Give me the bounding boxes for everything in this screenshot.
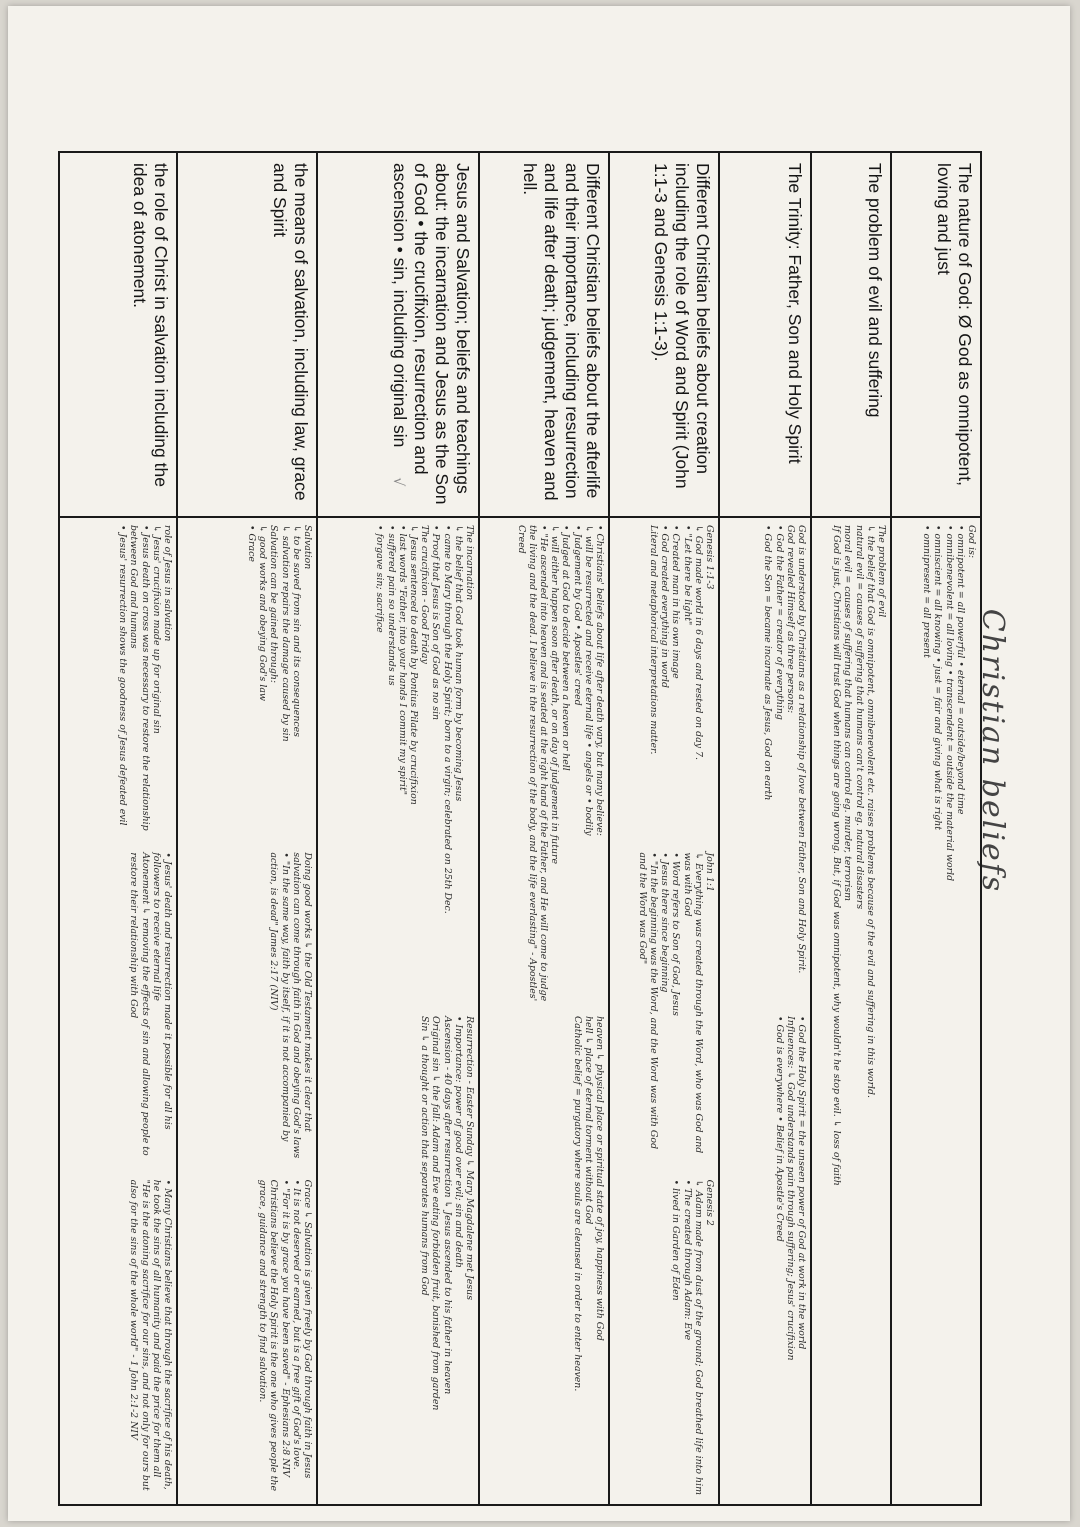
topic-cell: Different Christian beliefs about the afterlife and their importance, including resurrection and life after death; judgement, heaven and hell.: [479, 152, 609, 517]
topic-cell: Different Christian beliefs about creation including the role of Word and Spirit (John 1:1-3 and Genesis 1:1-3).: [609, 152, 719, 517]
notes-cell: The incarnation ↳ the belief that God took human form by becoming Jesus • came to Mary through the Holy Spirit; born to a virgin; celebrated on 25th Dec. • Proof that Jesus is Son of God as no sin The crucifixion - Good Friday ↳ Jesus sentenced to death by Pontius Pilate by crucifixion • last words "Father, into your hands I commit my spirit" • suffered pain so understands us • forgave sin; sacrifice Resurrection - Easter Sunday ↳ Mary Magdalene met Jesus • Importance: power of good over evil; sin and death Ascension - 40 days after resurrection ↳ Jesus ascended to his father in heaven Original sin ↳ the fall: Adam and Eve eating forbidden fruit, banished from garden Sin ↳ a thought or action that separates humans from God: [317, 517, 479, 1505]
table-row: [719, 152, 811, 1505]
table-row: [811, 152, 891, 1505]
table-row: [479, 152, 609, 1505]
notes-cell: Genesis 1:1-3 ↳ God made world in 6 days and rested on day 7. • "Let there be light" • Created man in his own image • God created everything in world Literal and metaphorical interpretations matter. John 1:1 ↳ Everything was created through the Word, who was God and was with God • Word refers to Son of God, Jesus • Jesus there since beginning • "In the beginning was the Word, and the Word was with God and the Word was God" Genesis 2 ↳ Adam made from dust of the ground; God breathed life into him • The created through Adam: Eve • lived in Garden of Eden: [609, 517, 719, 1505]
notes-cell: role of Jesus in salvation ↳ Jesus' crucifixion made up for original sin • Jesus death on cross was necessary to restore the relationship between God and humans • Jesus' resurrection shows the goodness of Jesus defeated evil • Jesus' death and resurrection made it possible for all his followers to receive eternal life Atonement ↳ removing the effects of sin and allowing people to restore their relationship with God • Many Christians believe that through the sacrifice of his death, he took the sins of all humanity and paid the price for them all "He is the atoning sacrifice for our sins, and not only for ours but also for the sins of the whole world" - 1 John 2:1-2 NIV: [59, 517, 177, 1505]
notes-cell: • Christians' beliefs about life after death vary, but many believe: ↳ will be resurrected and receive eternal life • angels or • bodily • Judgement by God • Apostles' creed • Judged at God to decide between a heaven or hell ↳ will either happen soon after death, or on day of judgement in future • "He ascended into heaven and is seated at the right hand of the Father, and He will come to judge the living and the dead. I believe in the resurrection of the body, and the life everlasting" - Apostles' Creed heaven ↳ physical place or spiritual state of joy, happiness with God hell ↳ place of eternal torment without God Catholic belief = purgatory where souls are cleansed in order to enter heaven.: [479, 517, 609, 1505]
notes-cell: The problem of evil ↳ the belief that God is omnipotent, omnibenevolent etc. raises problems because of the evil and suffering in this world. natural evil = causes of suffering that humans can't control eg. natural disasters moral evil = causes of suffering that humans can control eg. murder, terrorism If God is just, Christians will trust God when things are going wrong. But, if God was omnipotent, why wouldn't he stop evil. ↳ loss of faith: [811, 517, 891, 1505]
rotated-page: [8, 6, 1070, 1521]
table-row: [891, 152, 981, 1505]
page-title: Christian beliefs: [975, 608, 1010, 894]
tick-mark: √: [390, 477, 406, 487]
topic-cell: The Trinity: Father, Son and Holy Spirit: [719, 152, 811, 517]
topic-cell: the role of Christ in salvation including the idea of atonement.: [59, 152, 177, 517]
notes-sheet: [8, 6, 1070, 1521]
topic-cell: The problem of evil and suffering: [811, 152, 891, 517]
table-row: [609, 152, 719, 1505]
table-row: [317, 152, 479, 1505]
topic-cell: The nature of God: Ø God as omnipotent, loving and just: [891, 152, 981, 517]
table-row: [177, 152, 317, 1505]
notes-cell: God is: • omnipotent = all powerful • eternal = outside/beyond time • omnibenevolent = all loving • transcendent = outside the material world • omniscient = all knowing • just = fair and giving what is right • omnipresent = all present: [891, 517, 981, 1505]
notes-cell: Salvation ↳ to be saved from sin and its consequences ↳ salvation repairs the damage caused by sin Salvation can be gained through: ↳ good works and obeying God's law • Grace Doing good works ↳ the Old Testament makes it clear that salvation can come through faith in God and obeying God's laws • "In the same way, faith by itself, if it is not accompanied by action, is dead" James 2:17 (NIV) Grace ↳ Salvation is given freely by God through faith in Jesus • It is not deserved or earned, but is a free gift of God's love. • "For it is by grace you have been saved" - Ephesians 2:8 NIV Christians believe the Holy Spirit is the one who gives people the grace, guidance and strength to find salvation.: [177, 517, 317, 1505]
topic-cell: the means of salvation, including law, grace and Spirit: [177, 152, 317, 517]
table-row: [59, 152, 177, 1505]
topic-cell: Jesus and Salvation; beliefs and teachings about: the incarnation and Jesus as the Son of God • the crucifixion, resurrection and ascension • sin, including original sin√: [317, 152, 479, 517]
notes-cell: God is understood by Christians as a relationship of love between Father, Son and Holy Spirit. God revealed Himself as three persons: • God the Father = creator of everything • God the Son = became incarnate as Jesus, God on earth • God the Holy Spirit = the unseen power of God at work in the world Influences: ↳ God understands pain through suffering; Jesus' crucifixion • God is everywhere • Belief in Apostle's Creed: [719, 517, 811, 1505]
beliefs-table: [58, 151, 982, 1506]
